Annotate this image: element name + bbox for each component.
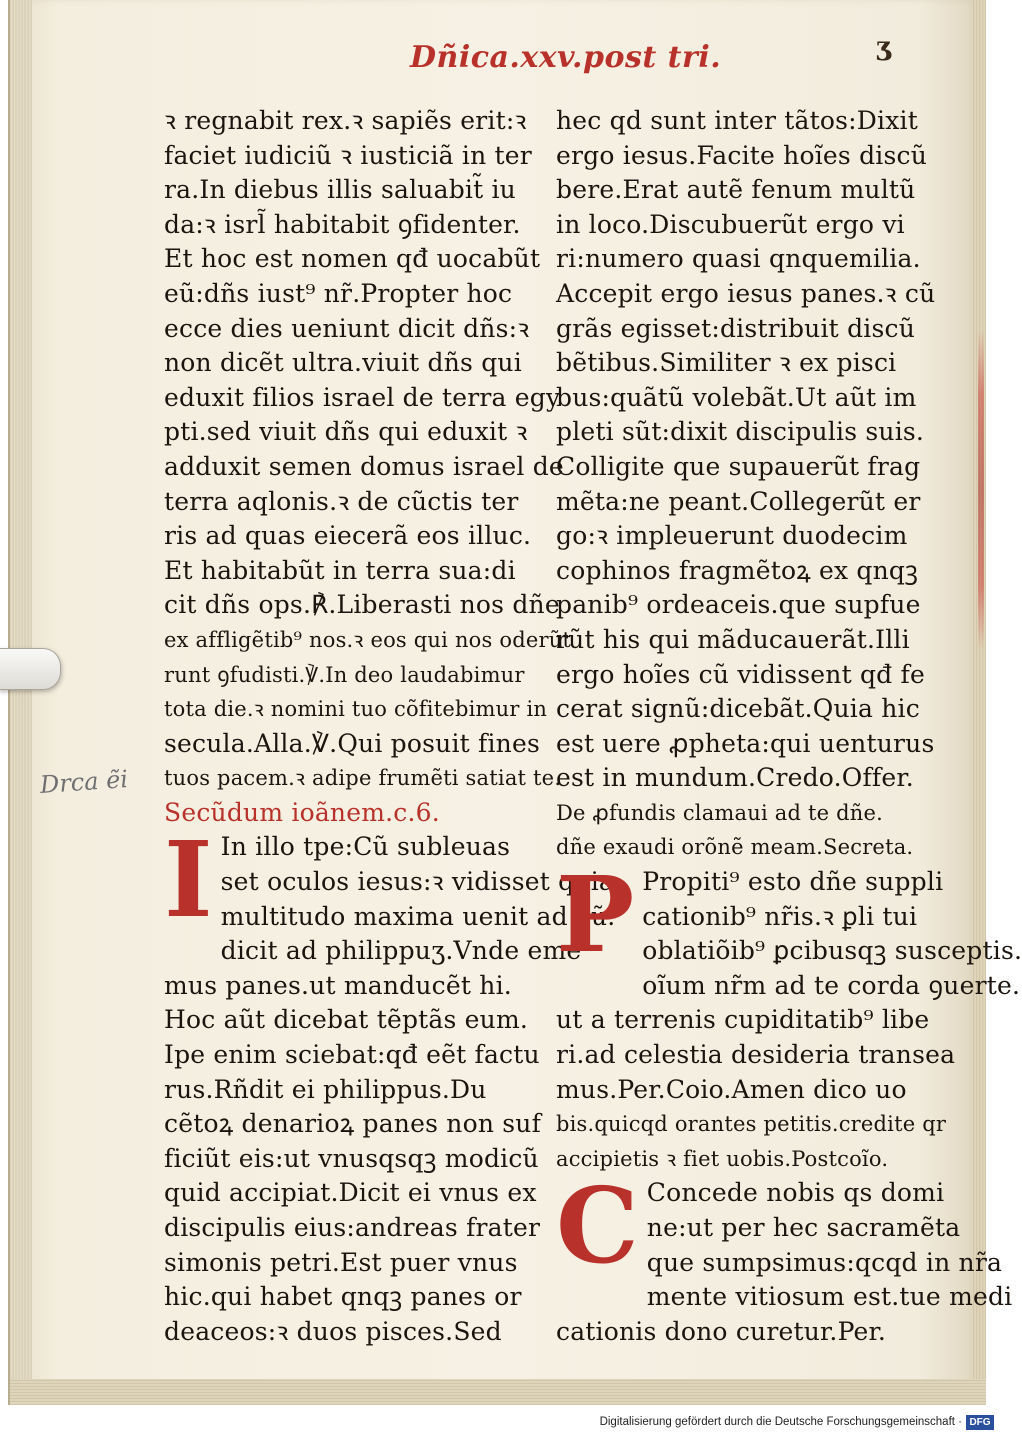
- text-line: Concede nobis qs domi: [646, 1178, 945, 1208]
- drop-initial: I: [164, 818, 213, 942]
- margin-note: Drca ẽi: [39, 764, 129, 800]
- text-line: bus:quãtũ volebãt.Ut aũt im: [556, 382, 917, 412]
- running-head: Dñica.xxv.post tri.: [410, 40, 722, 75]
- text-line: ri.ad celestia desideria transea: [556, 1040, 956, 1070]
- text-line: oblatiõib⁹ ꝑcibusqꝫ susceptis.: [642, 936, 1022, 966]
- text-line: faciet iudiciũ ꝛ iusticiã in ter: [164, 140, 532, 170]
- text-line: go:ꝛ impleuerunt duodecim: [556, 521, 908, 551]
- text-line: rũt his qui mãducauerãt.Illi: [556, 624, 910, 654]
- text-line: ex affligẽtib⁹ nos.ꝛ eos qui nos oderũt: [164, 627, 572, 652]
- rubric-heading: Secũdum ioãnem.c.6.: [164, 797, 440, 827]
- left-column: [164, 104, 616, 1349]
- text-line: in loco.Discubuerũt ergo vi: [556, 209, 905, 239]
- text-line: eduxit filios israel de terra egy: [164, 382, 561, 412]
- text-line: pti.sed viuit dñs qui eduxit ꝛ: [164, 417, 528, 447]
- text-line: panib⁹ ordeaceis.que supfue: [556, 590, 921, 620]
- text-line: ergo iesus.Facite hoĩes discũ: [556, 140, 928, 170]
- text-line: cophinos fragmẽtoꝝ ex qnqꝫ: [556, 555, 919, 585]
- text-line: Propiti⁹ esto dñe suppli: [642, 867, 944, 897]
- text-line: ri:numero quasi qnquemilia.: [556, 244, 921, 274]
- text-line: discipulis eius:andreas frater: [164, 1213, 541, 1242]
- dfg-logo-icon[interactable]: DFG: [966, 1415, 994, 1430]
- text-line: ꝛ regnabit rex.ꝛ sapiẽs erit:ꝛ: [164, 106, 527, 135]
- text-line: dñe exaudi orõnẽ meam.Secreta.: [556, 835, 914, 860]
- page-edge-bottom: [10, 1379, 986, 1405]
- text-line: rus.Rñdit ei philippus.Du: [164, 1074, 487, 1104]
- text-line: non dicẽt ultra.viuit dñs qui: [164, 348, 522, 378]
- text-line: cationis dono curetur.Per.: [556, 1316, 887, 1346]
- text-line: ut a terrenis cupiditatib⁹ libe: [556, 1005, 930, 1035]
- text-line: que sumpsimus:qcqd in nr̃a: [646, 1247, 1003, 1277]
- folio-mark: ʒ: [876, 32, 891, 62]
- text-line: mus panes.ut manducẽt hi.: [164, 970, 512, 1000]
- text-line: Hoc aũt dicebat tẽptãs eum.: [164, 1005, 529, 1035]
- text-line: terra aqlonis.ꝛ de cũctis ter: [164, 486, 519, 516]
- text-line: ecce dies ueniunt dicit dñs:ꝛ: [164, 313, 530, 343]
- page-edge-right: [972, 0, 986, 1405]
- text-line: ra.In diebus illis saluabit̃ iu: [164, 175, 516, 205]
- drop-initial: C: [556, 1164, 639, 1288]
- funding-credit: Digitalisierung gefördert durch die Deutsche Forschungsgemeinschaft ·: [599, 1416, 962, 1428]
- page-clip-icon: [0, 648, 61, 690]
- text-line: Colligite que supauerũt frag: [556, 451, 921, 481]
- text-line: bere.Erat autẽ fenum multũ: [556, 175, 916, 205]
- text-line: Et hoc est nomen qđ uocabũt: [164, 244, 541, 274]
- text-line: ergo hoĩes cũ vidissent qđ fe: [556, 659, 925, 689]
- text-line: secula.Alla.℣.Qui posuit fines: [164, 728, 541, 758]
- text-line: ne:ut per hec sacramẽta: [646, 1213, 961, 1242]
- text-line: oĩum nr̃m ad te corda ꝯuerte.: [642, 970, 1021, 1000]
- rubric-bleed: [978, 330, 984, 650]
- text-line: simonis petri.Est puer vnus: [164, 1247, 518, 1277]
- text-line: hic.qui habet qnqꝫ panes or: [164, 1282, 522, 1312]
- text-line: ris ad quas eiecerã eos illuc.: [164, 521, 532, 551]
- text-line: eũ:dñs iust⁹ nr̃.Propter hoc: [164, 278, 513, 308]
- text-line: est uere ꝓpheta:qui uenturus: [556, 728, 935, 758]
- drop-initial: P: [556, 853, 635, 977]
- text-line: bis.quicqd orantes petitis.credite qr: [556, 1112, 947, 1137]
- text-line: tota die.ꝛ nomini tuo cõfitebimur in: [164, 697, 548, 722]
- text-line: runt ꝯfudisti.℣.In deo laudabimur: [164, 662, 525, 687]
- page-edge-left: [10, 0, 32, 1405]
- text-line: cẽtoꝝ denarioꝝ panes non suf: [164, 1109, 542, 1139]
- text-line: deaceos:ꝛ duos pisces.Sed: [164, 1316, 502, 1346]
- text-line: In illo tpe:Cũ subleuas: [220, 832, 511, 862]
- text-line: cationib⁹ nr̃is.ꝛ ꝑli tui: [642, 901, 918, 931]
- right-column: [556, 104, 1022, 1349]
- text-line: est in mundum.Credo.Offer.: [556, 763, 914, 793]
- footer-bar: [0, 1405, 1000, 1436]
- text-line: multitudo maxima uenit ad eũ.: [220, 901, 616, 931]
- text-line: Accepit ergo iesus panes.ꝛ cũ: [556, 278, 936, 308]
- text-line: cit dñs ops.℟.Liberasti nos dñe: [164, 590, 560, 620]
- text-line: tuos pacem.ꝛ adipe frumẽti satiat te.: [164, 766, 562, 791]
- text-line: mẽta:ne peant.Collegerũt er: [556, 486, 921, 516]
- text-line: mus.Per.Coio.Amen dico uo: [556, 1074, 907, 1104]
- text-line: accipietis ꝛ fiet uobis.Postcoĩo.: [556, 1146, 889, 1171]
- text-line: grãs egisset:distribuit discũ: [556, 313, 915, 343]
- text-line: adduxit semen domus israel de: [164, 451, 564, 481]
- text-line: pleti sũt:dixit discipulis suis.: [556, 417, 925, 447]
- text-line: set oculos iesus:ꝛ vidisset quia: [220, 867, 614, 897]
- text-line: quid accipiat.Dicit ei vnus ex: [164, 1178, 537, 1208]
- text-line: Et habitabũt in terra sua:di: [164, 555, 516, 585]
- text-line: mente vitiosum est.tue medi: [646, 1282, 1013, 1312]
- text-line: Ipe enim sciebat:qđ eẽt factu: [164, 1040, 540, 1070]
- text-line: da:ꝛ isrl̃ habitabit ꝯfidenter.: [164, 209, 521, 239]
- text-line: De ꝓfundis clamaui ad te dñe.: [556, 800, 884, 825]
- text-line: bẽtibus.Similiter ꝛ ex pisci: [556, 348, 897, 378]
- text-line: cerat signũ:dicebãt.Quia hic: [556, 694, 920, 724]
- text-line: ficiũt eis:ut vnusqsqꝫ modicũ: [164, 1143, 539, 1173]
- text-line: hec qd sunt inter tãtos:Dixit: [556, 106, 918, 135]
- text-line: dicit ad philippuʒ.Vnde eme: [220, 936, 582, 966]
